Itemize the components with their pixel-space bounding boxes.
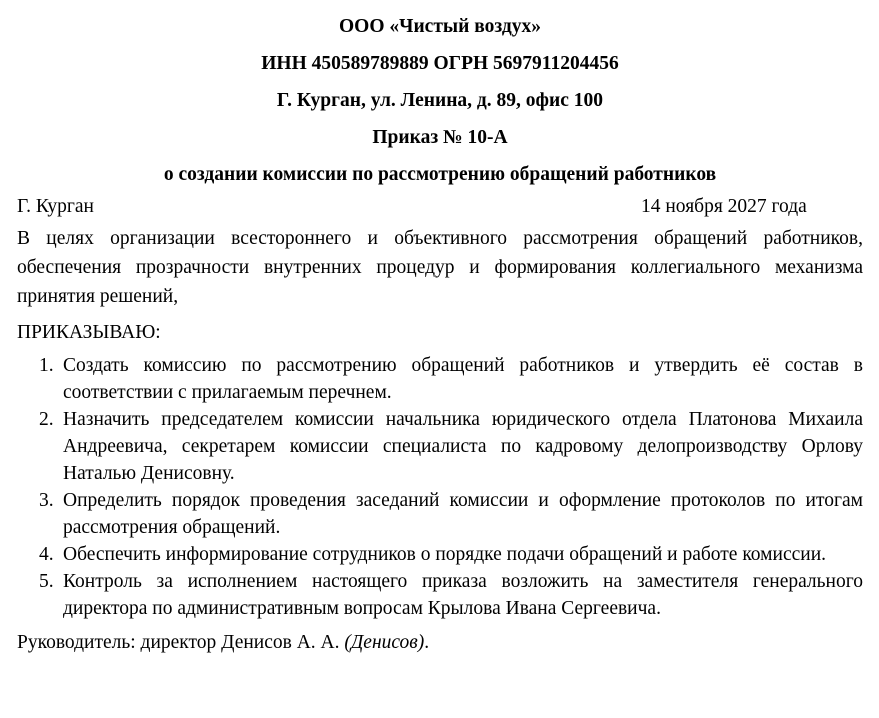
order-item — [17, 487, 863, 541]
order-item — [17, 541, 863, 568]
preamble: В целях организации всестороннего и объективного рассмотрения обращений работников, обеспечения прозрачности внутренних процедур и формирования коллегиального механизма принятия решений, — [17, 228, 863, 307]
order-word: ПРИКАЗЫВАЮ: — [17, 322, 161, 343]
item-number: 3. — [39, 490, 54, 511]
item-text: Определить порядок проведения заседаний комиссии и оформление протоколов по итогам рассмотрения обращений. — [63, 490, 863, 538]
order-item — [17, 568, 863, 622]
signature-line — [17, 629, 863, 657]
company-address: Г. Курган, ул. Ленина, д. 89, офис 100 — [276, 90, 604, 111]
order-item — [17, 352, 863, 406]
item-number: 5. — [39, 571, 54, 592]
handwritten-signature: (Денисов) — [344, 632, 425, 653]
order-place: Г. Курган — [17, 196, 94, 217]
company-registry: ИНН 450589789889 ОГРН 5697911204456 — [261, 53, 619, 74]
item-number: 4. — [39, 544, 54, 565]
item-text: Обеспечить информирование сотрудников о порядке подачи обращений и работе комиссии. — [63, 544, 827, 565]
item-text: Контроль за исполнением настоящего приказа возложить на заместителя генерального директора по административным вопросам Крылова Ивана Сергеевича. — [63, 571, 863, 619]
item-text: Назначить председателем комиссии начальника юридического отдела Платонова Михаила Андреевича, секретарем комиссии специалиста по кадровому делопроизводству Орлову Наталью Денисовну. — [63, 409, 863, 484]
order-item — [17, 406, 863, 487]
signature-period: . — [424, 632, 430, 653]
item-number: 1. — [39, 355, 54, 376]
order-document — [17, 8, 863, 657]
order-subject: о создании комиссии по рассмотрению обращений работников — [163, 164, 717, 185]
company-name: ООО «Чистый воздух» — [339, 16, 541, 37]
item-number: 2. — [39, 409, 54, 430]
place-date-line — [17, 192, 863, 222]
order-title: Приказ № 10-А — [372, 127, 508, 148]
order-items — [17, 352, 863, 622]
item-text: Создать комиссию по рассмотрению обращений работников и утвердить её состав в соответствии с прилагаемым перечнем. — [63, 355, 863, 403]
order-date: 14 ноября 2027 года — [641, 196, 807, 217]
signatory: Руководитель: директор Денисов А. А. — [17, 632, 340, 653]
